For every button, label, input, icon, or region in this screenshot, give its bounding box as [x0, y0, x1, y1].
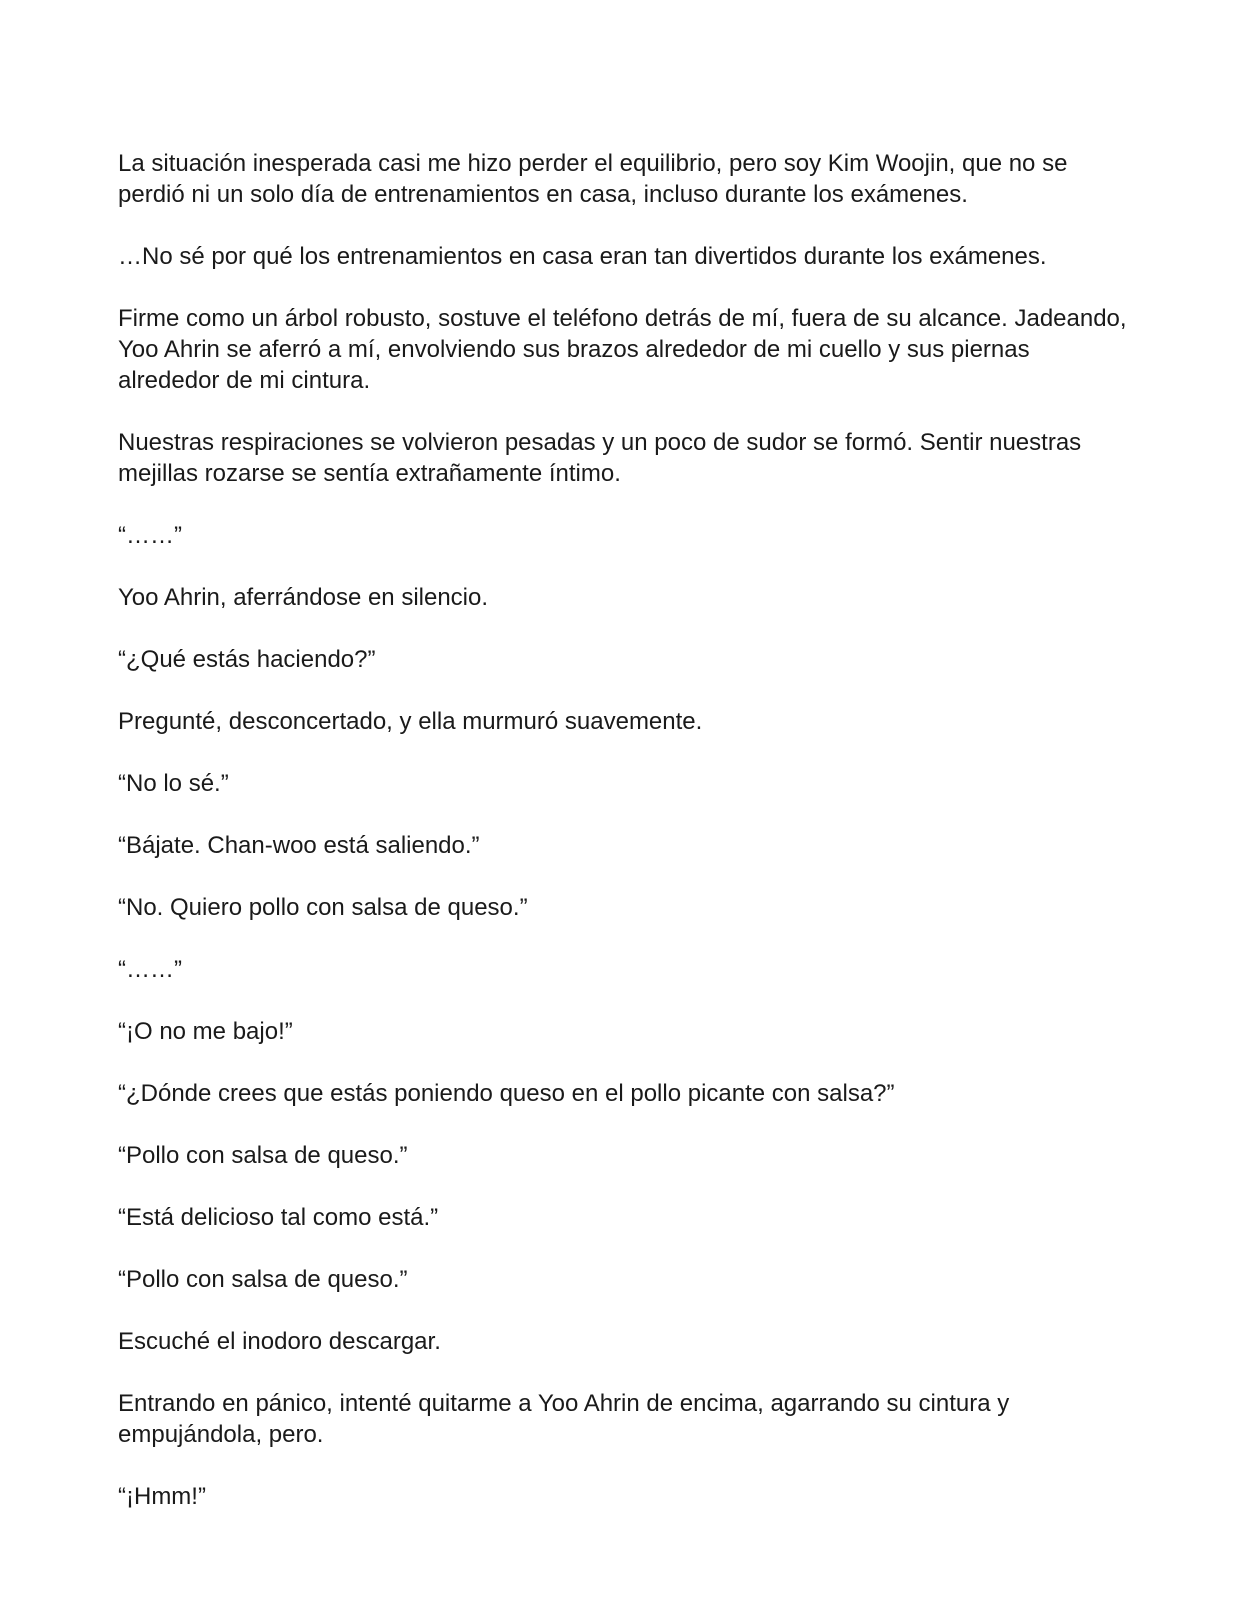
text-body — [118, 148, 1128, 1512]
paragraph-20: “¡Hmm!” — [118, 1483, 206, 1510]
paragraph-8: Pregunté, desconcertado, y ella murmuró suavemente. — [118, 708, 703, 735]
paragraph-16: “Está delicioso tal como está.” — [118, 1204, 439, 1231]
paragraph-7: “¿Qué estás haciendo?” — [118, 646, 376, 673]
paragraph-6: Yoo Ahrin, aferrándose en silencio. — [118, 584, 489, 611]
paragraph-5: “……” — [118, 522, 182, 549]
paragraph-4: Nuestras respiraciones se volvieron pesadas y un poco de sudor se formó. Sentir nuestras mejillas rozarse se sentía extrañamente íntimo. — [118, 429, 1082, 487]
paragraph-17: “Pollo con salsa de queso.” — [118, 1266, 408, 1293]
paragraph-9: “No lo sé.” — [118, 770, 229, 797]
paragraph-13: “¡O no me bajo!” — [118, 1018, 293, 1045]
paragraph-11: “No. Quiero pollo con salsa de queso.” — [118, 894, 528, 921]
paragraph-1: La situación inesperada casi me hizo perder el equilibrio, pero soy Kim Woojin, que no se perdió ni un solo día de entrenamientos en casa, incluso durante los exámenes. — [118, 150, 1068, 208]
paragraph-3: Firme como un árbol robusto, sostuve el teléfono detrás de mí, fuera de su alcance. Jadeando, Yoo Ahrin se aferró a mí, envolviendo sus brazos alrededor de mi cuello y sus piernas alrededor de mi cintura. — [118, 305, 1127, 394]
paragraph-10: “Bájate. Chan-woo está saliendo.” — [118, 832, 480, 859]
paragraph-18: Escuché el inodoro descargar. — [118, 1328, 441, 1355]
paragraph-2: …No sé por qué los entrenamientos en casa eran tan divertidos durante los exámenes. — [118, 243, 1047, 270]
paragraph-14: “¿Dónde crees que estás poniendo queso en el pollo picante con salsa?” — [118, 1080, 895, 1107]
paragraph-15: “Pollo con salsa de queso.” — [118, 1142, 408, 1169]
paragraph-12: “……” — [118, 956, 182, 983]
paragraph-19: Entrando en pánico, intenté quitarme a Yoo Ahrin de encima, agarrando su cintura y empujándola, pero. — [118, 1390, 1010, 1448]
